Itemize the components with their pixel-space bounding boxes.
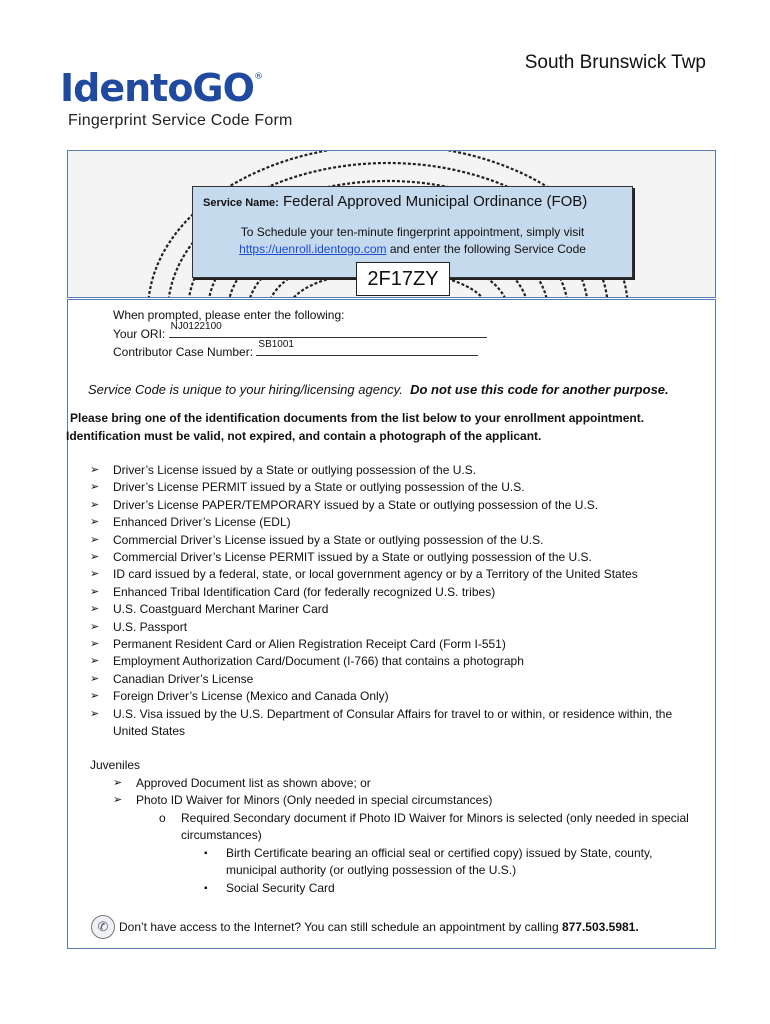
list-item: ➢ Enhanced Tribal Identification Card (for federally recognized U.S. tribes): [90, 584, 690, 601]
birth-certificate-item: [204, 845, 706, 880]
list-item: ➢ Commercial Driver’s License PERMIT issued by a State or outlying possession of the U.S.: [90, 549, 690, 566]
list-item: ➢ U.S. Coastguard Merchant Mariner Card: [90, 601, 690, 618]
footer-phone: 877.503.5981.: [561, 920, 639, 934]
ori-row: [113, 321, 487, 341]
enrollment-link[interactable]: https://uenroll.identogo.com: [239, 242, 387, 256]
case-label: Contributor Case Number:: [113, 345, 254, 359]
birth-certificate-text: Birth Certificate bearing an official seal or certified copy) issued by State, county, municipal authority (or outlying possession of the U.S.): [226, 846, 653, 878]
service-code-note: [88, 382, 669, 397]
list-item: ➢ Approved Document list as shown above; or: [113, 775, 683, 792]
list-item: ➢ Foreign Driver’s License (Mexico and Canada Only): [90, 688, 690, 705]
case-value: SB1001: [258, 339, 294, 350]
note-text: Service Code is unique to your hiring/licensing agency.: [88, 382, 403, 397]
ori-label: Your ORI:: [113, 327, 166, 341]
document-list: [90, 462, 690, 741]
list-item: ➢ Permanent Resident Card or Alien Registration Receipt Card (Form I-551): [90, 636, 690, 653]
schedule-text-1: To Schedule your ten-minute fingerprint appointment, simply visit: [240, 225, 585, 239]
list-item: ➢ Canadian Driver’s License: [90, 671, 690, 688]
location-label: South Brunswick Twp: [524, 52, 706, 73]
list-item: ➢ Driver’s License PERMIT issued by a State or outlying possession of the U.S.: [90, 479, 690, 496]
list-item: ➢ ID card issued by a federal, state, or local government agency or by a Territory of the United States: [90, 566, 690, 583]
square-bullet-icon: ▪: [204, 848, 208, 859]
footer-line: [119, 920, 639, 934]
list-item: ➢ Enhanced Driver’s License (EDL): [90, 514, 690, 531]
list-item: ➢ U.S. Visa issued by the U.S. Department of Consular Affairs for travel to or within, or residence within, the United States: [90, 706, 690, 741]
case-field: [256, 339, 478, 356]
list-item: ➢ Photo ID Waiver for Minors (Only needed in special circumstances): [113, 792, 683, 809]
secondary-document-text: Required Secondary document if Photo ID Waiver for Minors is selected (only needed in special circumstances): [181, 811, 689, 843]
service-code-box: 2F17ZY: [356, 262, 450, 296]
instructions-line-2: Identification must be valid, not expired, and contain a photograph of the applicant.: [66, 429, 542, 443]
social-security-item: [204, 880, 706, 897]
ori-value: NJ0122100: [170, 321, 222, 332]
instructions-line-1: Please bring one of the identification documents from the list below to your enrollment appointment.: [70, 411, 645, 425]
schedule-instructions: [193, 224, 632, 258]
form-title: Fingerprint Service Code Form: [68, 112, 293, 129]
ori-field: [169, 321, 487, 338]
list-item: ➢ Employment Authorization Card/Document (I-766) that contains a photograph: [90, 653, 690, 670]
square-bullet-icon: ▪: [204, 883, 208, 894]
juveniles-list: [113, 775, 683, 810]
list-item: ➢ U.S. Passport: [90, 619, 690, 636]
footer-text: Don’t have access to the Internet? You can still schedule an appointment by calling: [119, 920, 562, 934]
case-row: [113, 339, 478, 359]
identogo-logo: [60, 66, 262, 110]
list-item: ➢ Driver’s License issued by a State or outlying possession of the U.S.: [90, 462, 690, 479]
schedule-text-2: and enter the following Service Code: [386, 242, 586, 256]
juveniles-title: Juveniles: [90, 758, 141, 772]
service-name-line: [203, 193, 587, 210]
service-name-label: Service Name:: [203, 197, 279, 209]
social-security-text: Social Security Card: [226, 881, 335, 895]
secondary-document-item: [159, 810, 701, 845]
ring-bullet-icon: o: [159, 811, 166, 825]
prompt-text: When prompted, please enter the following:: [113, 308, 345, 322]
logo-registered-mark: ®: [253, 72, 262, 82]
phone-icon: ✆: [91, 915, 115, 939]
note-warning: Do not use this code for another purpose.: [410, 382, 669, 397]
service-name-value: Federal Approved Municipal Ordinance (FOB): [283, 193, 588, 210]
logo-text: IdentoGO: [60, 66, 254, 110]
list-item: ➢ Commercial Driver’s License issued by a State or outlying possession of the U.S.: [90, 532, 690, 549]
list-item: ➢ Driver’s License PAPER/TEMPORARY issued by a State or outlying possession of the U.S.: [90, 497, 690, 514]
